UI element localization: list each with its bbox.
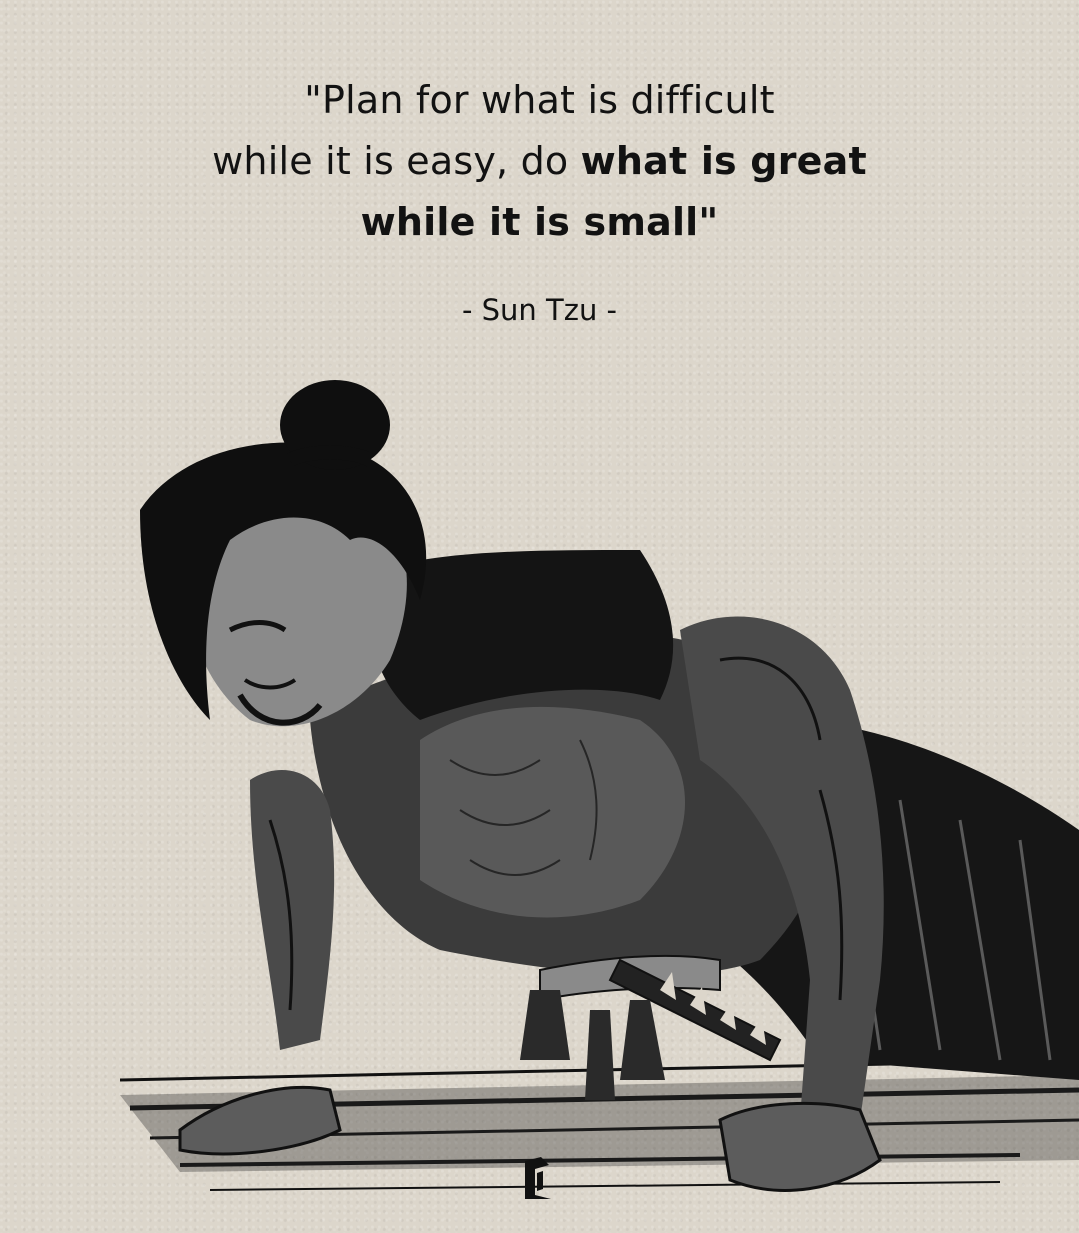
quote-line-2 (0, 131, 1079, 192)
quote-author: - Sun Tzu - (461, 293, 618, 327)
quote-line-2-bold: what is great (580, 139, 867, 183)
left-arm (250, 770, 334, 1050)
right-hand (720, 1103, 880, 1190)
samurai-pushup-illustration (120, 360, 1079, 1233)
quote-line-2-regular: while it is easy, do (212, 139, 581, 183)
quote-line-1: "Plan for what is difficult (304, 78, 775, 122)
quote-text (0, 70, 1079, 253)
brand-logo-icon (521, 1155, 555, 1201)
quote-line-3 (0, 192, 1079, 253)
quote-line-3-bold: while it is small" (360, 200, 719, 244)
tassels (520, 990, 665, 1100)
